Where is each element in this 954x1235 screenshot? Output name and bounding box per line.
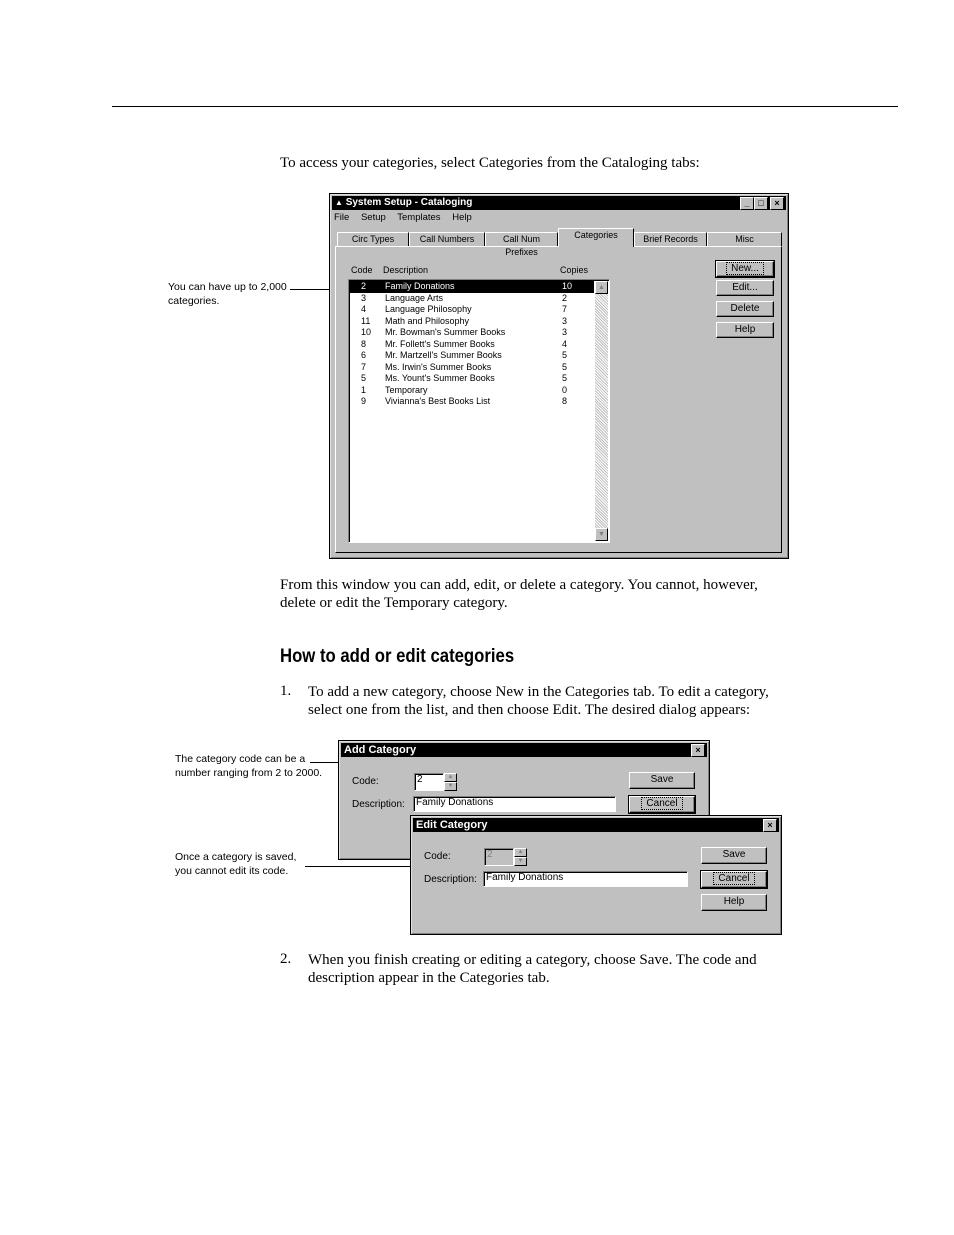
- header-description: Description: [383, 265, 429, 275]
- table-row[interactable]: [350, 293, 594, 305]
- table-row[interactable]: [350, 396, 594, 408]
- table-row[interactable]: [350, 350, 594, 362]
- step2-text: When you finish creating or editing a category, choose Save. The code and description appear in the Categories tab.: [308, 952, 757, 986]
- row-description: Temporary: [385, 384, 428, 395]
- scroll-down-icon[interactable]: ▼: [595, 528, 608, 541]
- table-row[interactable]: [350, 373, 594, 385]
- edit-save-button[interactable]: Save: [701, 847, 767, 864]
- edit-cancel-button[interactable]: Cancel: [701, 871, 767, 888]
- add-save-button[interactable]: Save: [629, 772, 695, 789]
- row-code: 9: [361, 396, 367, 406]
- menu-setup[interactable]: Setup: [360, 212, 386, 223]
- row-description: Language Philosophy: [385, 304, 472, 314]
- row-code: 6: [361, 350, 367, 360]
- callout-categories: You can have up to 2,000 categories.: [168, 281, 287, 307]
- close-icon[interactable]: ×: [770, 197, 784, 210]
- edit-code-input: 2: [484, 848, 514, 866]
- row-copies: 10: [562, 281, 573, 291]
- tab-circ-types[interactable]: Circ Types: [337, 232, 409, 246]
- row-description: Ms. Yount's Summer Books: [385, 373, 495, 383]
- menu-bar: [334, 212, 481, 223]
- row-description: Ms. Irwin's Summer Books: [385, 361, 492, 372]
- edit-description-label: Description:: [424, 874, 477, 885]
- row-copies: 7: [562, 304, 568, 314]
- maximize-icon[interactable]: □: [754, 197, 768, 210]
- table-row[interactable]: [350, 362, 594, 374]
- row-code: 4: [361, 304, 367, 314]
- edit-help-button[interactable]: Help: [701, 894, 767, 911]
- row-copies: 4: [562, 338, 568, 349]
- row-description: Vivianna's Best Books List: [385, 396, 491, 406]
- row-description: Mr. Follett's Summer Books: [385, 338, 495, 349]
- tab-call-numbers[interactable]: Call Numbers: [409, 232, 485, 246]
- step1-text: To add a new category, choose New in the Categories tab. To edit a category, select one from the list, and then choose Edit. The desired dialog appears:: [308, 684, 769, 718]
- row-copies: 5: [562, 373, 568, 383]
- add-description-input[interactable]: Family Donations: [413, 796, 616, 812]
- row-copies: 3: [562, 315, 568, 326]
- row-copies: 3: [562, 327, 568, 337]
- menu-file[interactable]: File: [334, 212, 350, 223]
- row-code: 11: [361, 315, 371, 326]
- app-icon: ▲: [335, 198, 343, 207]
- tab-brief-records[interactable]: Brief Records: [634, 232, 707, 246]
- header-rule: [112, 106, 898, 107]
- edit-description-input[interactable]: Family Donations: [483, 871, 688, 887]
- new-button[interactable]: New...: [716, 261, 774, 277]
- row-code: 3: [361, 292, 367, 303]
- step2-number: 2.: [280, 951, 292, 967]
- scroll-up-icon[interactable]: ▲: [595, 281, 608, 294]
- close-icon[interactable]: ×: [691, 744, 705, 757]
- edit-category-dialog: [410, 815, 782, 935]
- menu-templates[interactable]: Templates: [397, 212, 441, 223]
- row-code: 1: [361, 384, 367, 395]
- table-row[interactable]: [350, 281, 594, 293]
- step1-number: 1.: [280, 683, 292, 699]
- edit-dialog-titlebar: [413, 818, 779, 832]
- spin-down-icon[interactable]: ▼: [444, 782, 457, 791]
- add-code-spinner[interactable]: [444, 773, 457, 790]
- row-code: 7: [361, 361, 367, 372]
- edit-code-spinner: [514, 848, 527, 865]
- header-copies: Copies: [560, 265, 589, 275]
- table-row[interactable]: [350, 316, 594, 328]
- edit-button[interactable]: Edit...: [716, 280, 774, 296]
- spin-up-icon: ▲: [514, 848, 527, 857]
- add-code-label: Code:: [352, 776, 379, 787]
- list-scrollbar[interactable]: [595, 281, 608, 541]
- row-description: Math and Philosophy: [385, 315, 470, 326]
- window-title: System Setup - Cataloging: [345, 197, 473, 208]
- row-description: Mr. Bowman's Summer Books: [385, 327, 506, 337]
- table-row[interactable]: [350, 339, 594, 351]
- tab-misc[interactable]: Misc: [707, 232, 782, 246]
- add-cancel-button[interactable]: Cancel: [629, 796, 695, 813]
- spin-down-icon: ▼: [514, 857, 527, 866]
- categories-list[interactable]: [348, 279, 610, 543]
- section-heading: How to add or edit categories: [280, 646, 515, 667]
- tab-categories[interactable]: Categories: [558, 228, 634, 247]
- add-dialog-titlebar: [341, 743, 707, 757]
- add-code-input[interactable]: 2: [414, 773, 444, 791]
- edit-code-label: Code:: [424, 851, 451, 862]
- row-copies: 8: [562, 396, 568, 406]
- tab-call-num-prefixes[interactable]: Call Num Prefixes: [485, 232, 558, 246]
- row-copies: 5: [562, 350, 568, 360]
- menu-help[interactable]: Help: [452, 212, 472, 223]
- callout-code-range: The category code can be a number ranging from 2 to 2000.: [175, 753, 323, 779]
- row-description: Mr. Martzell's Summer Books: [385, 350, 502, 360]
- table-row[interactable]: [350, 327, 594, 339]
- row-copies: 2: [562, 292, 568, 303]
- paragraph-window-info: From this window you can add, edit, or delete a category. You cannot, however, delete or edit the Temporary category.: [280, 577, 758, 611]
- row-code: 2: [361, 281, 367, 291]
- row-code: 10: [361, 327, 372, 337]
- add-description-label: Description:: [352, 799, 405, 810]
- minimize-icon[interactable]: _: [740, 197, 754, 210]
- window-titlebar: [332, 196, 786, 210]
- add-dialog-title: Add Category: [344, 744, 417, 756]
- row-copies: 0: [562, 384, 568, 395]
- spin-up-icon[interactable]: ▲: [444, 773, 457, 782]
- system-setup-window: [329, 193, 789, 559]
- close-icon[interactable]: ×: [763, 819, 777, 832]
- row-description: Language Arts: [385, 292, 444, 303]
- callout-saved-leader: [305, 866, 419, 867]
- table-row[interactable]: [350, 385, 594, 397]
- header-code: Code: [351, 265, 373, 275]
- row-code: 5: [361, 373, 367, 383]
- callout-saved: Once a category is saved, you cannot edit its code.: [175, 851, 297, 877]
- intro-text: To access your categories, select Categories from the Cataloging tabs:: [280, 155, 700, 171]
- delete-button[interactable]: Delete: [716, 301, 774, 317]
- row-code: 8: [361, 338, 367, 349]
- help-button[interactable]: Help: [716, 322, 774, 338]
- row-copies: 5: [562, 361, 568, 372]
- edit-dialog-title: Edit Category: [416, 819, 488, 831]
- row-description: Family Donations: [385, 281, 455, 291]
- table-row[interactable]: [350, 304, 594, 316]
